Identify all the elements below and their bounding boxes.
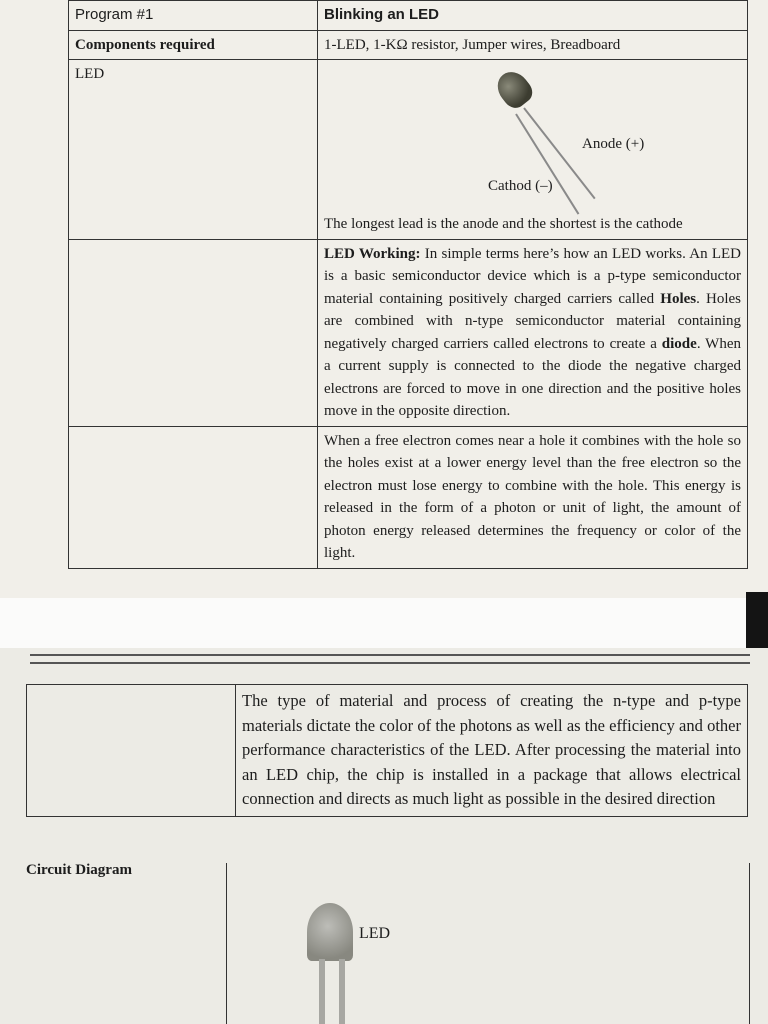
divider <box>30 654 750 656</box>
led-working-heading: LED Working: <box>324 245 421 262</box>
page-gap <box>0 598 768 648</box>
led-figure <box>324 63 741 213</box>
led-label: LED <box>69 60 318 240</box>
material-text: The type of material and process of creating the n-type and p-type materials dictate the color of the photons as well as the efficiency and other performance characteristics of the LED. After processing the material into an LED chip, the chip is installed in a package that allows electrical connection and directs as much light as possible in the desired direction <box>236 685 748 817</box>
anode-label: Anode (+) <box>582 136 645 152</box>
table-row <box>69 60 748 240</box>
table-row <box>69 426 748 568</box>
material-table <box>26 684 748 817</box>
photon-text: When a free electron comes near a hole it combines with the hole so the holes exist at a lower energy level than the free electron so the electron must lose energy to combine with the hole. This energy is released in the form of a photon or unit of light, the amount of photon energy released determines the frequency or color of the light. <box>318 426 748 568</box>
led-working-body-3: . When a current supply is connected to the diode the negative charged electrons are forced to move in one direction and the positive holes move in the opposite direction. <box>324 335 741 419</box>
holes-term: Holes <box>660 290 697 307</box>
led-caption: The longest lead is the anode and the shortest is the cathode <box>324 216 683 232</box>
led-lead <box>319 959 325 1024</box>
diode-term: diode <box>661 335 697 352</box>
components-value: 1-LED, 1-KΩ resistor, Jumper wires, Breadboard <box>318 30 748 60</box>
empty-cell <box>69 239 318 426</box>
program-title: Blinking an LED <box>318 1 748 31</box>
background-edge <box>746 592 768 650</box>
table-row <box>69 30 748 60</box>
program-table <box>68 0 748 569</box>
led-image <box>491 66 537 113</box>
empty-cell <box>27 685 236 817</box>
circuit-diagram-area <box>226 863 750 1024</box>
led-lead <box>339 959 345 1024</box>
led-working-body-2: . Holes are combined with n-type semiconductor material containing negatively charged carriers called electrons to create a <box>324 290 742 352</box>
table-row <box>69 1 748 31</box>
led-working-body: In simple terms here’s how an LED works. An LED is a basic semiconductor device which is a p-type semiconductor material containing positively charged carriers called <box>324 245 742 307</box>
led-image <box>307 903 353 961</box>
components-label: Components required <box>69 30 318 60</box>
empty-cell <box>69 426 318 568</box>
page-two <box>0 648 768 1024</box>
table-row <box>27 685 748 817</box>
divider <box>30 662 750 664</box>
program-label: Program #1 <box>69 1 318 31</box>
cathode-label: Cathod (–) <box>488 178 553 194</box>
table-row <box>69 239 748 426</box>
led-working-text <box>318 239 748 426</box>
circuit-diagram-label: Circuit Diagram <box>26 862 132 878</box>
circuit-led-label: LED <box>359 925 391 942</box>
led-cell <box>318 60 748 240</box>
